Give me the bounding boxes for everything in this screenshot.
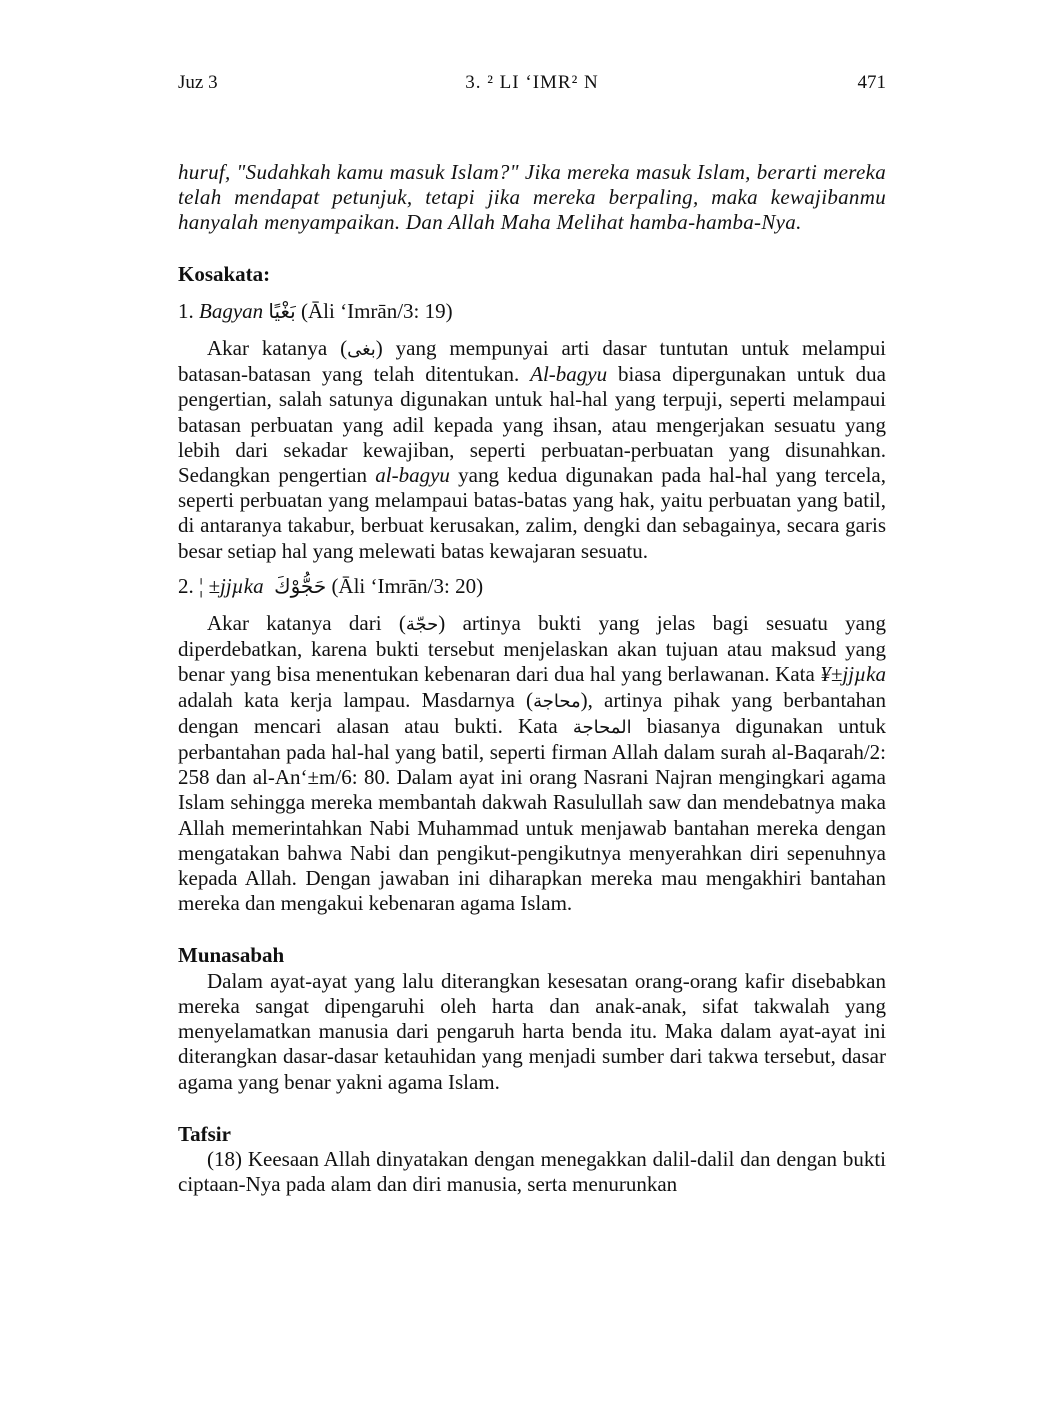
text-segment: Akar katanya ( xyxy=(207,336,348,361)
text-segment: Akar katanya dari ( xyxy=(207,611,406,636)
surah-title: 3. ² LI ‘IMR² N xyxy=(465,72,599,93)
text-segment: ) artinya bukti yang jelas bagi sesuatu yang diperdebatkan, karena bukti tersebut menjelaskan akan tujuan atau maksud yang benar yang bisa menentukan kebenaran dari dua hal yang berlawanan. Kata xyxy=(178,611,886,687)
term-transliteration: Bagyan xyxy=(199,298,264,323)
arabic-root: بغى xyxy=(347,339,376,361)
italic-term: ¥±jjµka xyxy=(820,662,886,687)
munasabah-text: Dalam ayat-ayat yang lalu diterangkan kesesatan orang-orang kafir disebabkan mereka sangat dipengaruhi oleh harta dan anak-anak, sifat takwalah yang menyelamatkan manusia dari pengaruh harta benda itu. Maka dalam ayat-ayat ini diterangkan dasar-dasar ketauhidan yang menjadi sumber dari takwa tersebut, dasar agama yang benar yakni agama Islam. xyxy=(178,968,886,1094)
page-number: 471 xyxy=(857,72,886,93)
arabic-masdar: محاجة xyxy=(533,690,581,712)
translation-continuation: huruf, "Sudahkah kamu masuk Islam?" Jika mereka masuk Islam, berarti mereka telah mendapat petunjuk, tetapi jika mereka berpaling, maka kewajibanmu hanyalah menyampaikan. Dan Allah Maha Melihat hamba-hamba-Nya. xyxy=(178,160,886,235)
kosakata-item-2-title xyxy=(178,574,886,599)
text-segment: ), artinya pihak yang berbantahan dengan mencari alasan atau bukti. Kata xyxy=(178,687,886,738)
tafsir-heading: Tafsir xyxy=(178,1121,231,1146)
term-arabic: بَغْيًا xyxy=(268,298,296,323)
arabic-root: حجّة xyxy=(405,614,439,636)
text-segment: ) yang mempunyai arti dasar tuntutan untuk melampui batasan-batasan yang telah ditentukan. xyxy=(178,336,886,387)
italic-term: al-bagyu xyxy=(375,463,450,488)
term-arabic: حَجُّوْكَ xyxy=(274,573,327,598)
page-content xyxy=(178,160,886,1197)
verse-reference: (Āli ‘Imrān/3: 19) xyxy=(301,298,453,323)
verse-reference: (Āli ‘Imrān/3: 20) xyxy=(331,573,484,598)
italic-term: Al-bagyu xyxy=(530,362,608,387)
text-segment: biasa dipergunakan untuk dua pengertian, salah satunya digunakan untuk hal-hal yang terpuji, seperti melampaui batasan perbuatan yang adil kepada yang ihsan, atau mengerjakan sesuatu yang lebih dari sekadar kewajiban, seperti perbuatan-perbuatan yang disunahkan. Sedangkan pengertian xyxy=(178,362,886,488)
text-segment: adalah kata kerja lampau. Masdarnya ( xyxy=(178,687,534,712)
page-header xyxy=(178,72,886,98)
item-number: 2. ¦ xyxy=(178,573,204,598)
juz-label: Juz 3 xyxy=(178,72,218,93)
kosakata-item-1-title xyxy=(178,299,886,324)
kosakata-heading: Kosakata: xyxy=(178,261,271,286)
kosakata-item-1-explanation xyxy=(178,336,886,564)
item-number: 1. xyxy=(178,298,194,323)
munasabah-heading: Munasabah xyxy=(178,943,285,968)
text-segment: yang kedua digunakan pada hal-hal yang tercela, seperti perbuatan yang melampaui batas-batas yang hak, yaitu perbuatan yang batil, di antaranya takabur, berbuat kerusakan, zalim, dengki dan sebagainya, secara garis besar setiap hal yang melewati batas kewajaran sesuatu. xyxy=(178,463,886,563)
arabic-term: المحاجة xyxy=(572,716,632,738)
term-transliteration: ±jjµka xyxy=(208,573,264,598)
kosakata-item-2-explanation xyxy=(178,611,886,916)
text-segment: biasanya digunakan untuk perbantahan pada hal-hal yang batil, seperti firman Allah dalam surah al-Baqarah/2: 258 dan al-An‘±m/6: 80. Dalam ayat ini orang Nasrani Najran mengingkari agama Islam sehingga mereka membantah dakwah Rasulullah saw dan mendebatnya maka Allah memerintahkan Nabi Muhammad untuk menjawab bantahan mereka dengan mengatakan bahwa Nabi dan pengikut-pengikutnya menyerahkan diri sepenuhnya kepada Allah. Dengan jawaban ini diharapkan mereka mau mengakhiri bantahan mereka dan mengakui kebenaran agama Islam. xyxy=(178,713,887,916)
tafsir-text: (18) Keesaan Allah dinyatakan dengan menegakkan dalil-dalil dan dengan bukti ciptaan-Nya pada alam dan diri manusia, serta menurunkan xyxy=(178,1146,886,1197)
